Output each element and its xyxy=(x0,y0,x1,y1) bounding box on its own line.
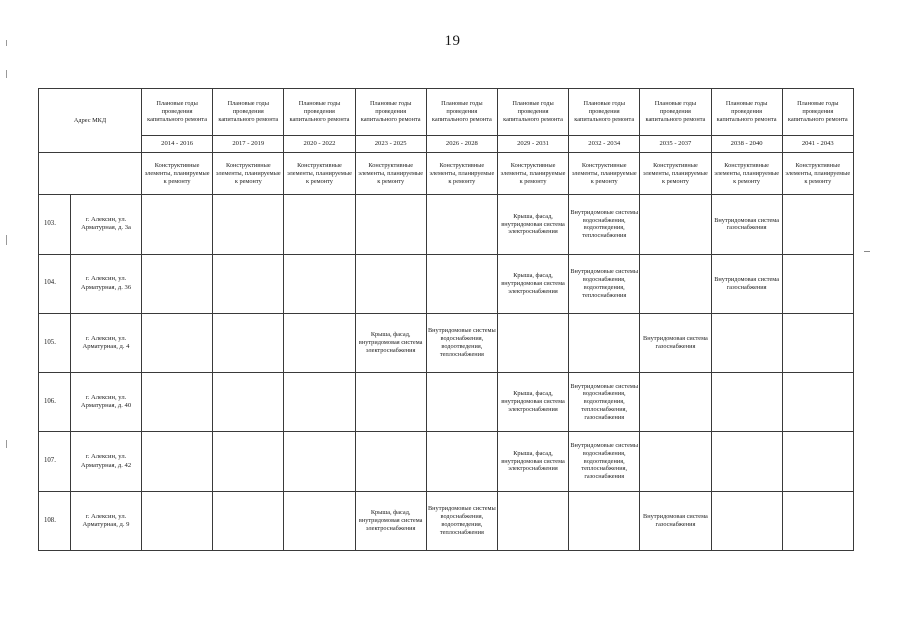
empty-cell xyxy=(497,491,568,550)
page-number: 19 xyxy=(444,33,461,49)
plan-years-header: Плановые годы проведения капитального ремонта xyxy=(213,89,284,136)
plan-years-header: Плановые годы проведения капитального ремонта xyxy=(711,89,782,136)
scan-margin-mark xyxy=(6,70,7,78)
period-cell: 2029 - 2031 xyxy=(497,136,568,153)
empty-cell xyxy=(782,432,853,491)
repair-works-cell: Внутридомовые системы водоснабжения, водоотведения, теплоснабжения xyxy=(569,195,640,254)
empty-cell xyxy=(355,195,426,254)
scan-margin-mark xyxy=(6,235,7,245)
repair-works-cell: Внутридомовая система газоснабжения xyxy=(640,491,711,550)
empty-cell xyxy=(497,313,568,372)
period-cell: 2020 - 2022 xyxy=(284,136,355,153)
header-row-plan-years xyxy=(39,89,854,136)
repair-works-cell: Внутридомовые системы водоснабжения, водоотведения, теплоснабжения, газоснабжения xyxy=(569,373,640,432)
empty-cell xyxy=(355,432,426,491)
capital-repair-plan-table xyxy=(38,88,854,551)
plan-years-header: Плановые годы проведения капитального ремонта xyxy=(497,89,568,136)
plan-years-header: Плановые годы проведения капитального ремонта xyxy=(284,89,355,136)
row-number: 104. xyxy=(39,254,71,313)
empty-cell xyxy=(711,313,782,372)
row-address: г. Алексин, ул. Арматурная, д. 4 xyxy=(71,313,142,372)
empty-cell xyxy=(213,313,284,372)
empty-cell xyxy=(142,313,213,372)
plan-years-header: Плановые годы проведения капитального ремонта xyxy=(782,89,853,136)
empty-cell xyxy=(782,373,853,432)
elements-header: Конструктивные элементы, планируемые к ремонту xyxy=(569,153,640,195)
row-address: г. Алексин, ул. Арматурная, д. 42 xyxy=(71,432,142,491)
scan-margin-mark xyxy=(6,440,7,448)
plan-years-header: Плановые годы проведения капитального ремонта xyxy=(142,89,213,136)
table-row xyxy=(39,373,854,432)
scan-dot xyxy=(864,251,870,252)
elements-header: Конструктивные элементы, планируемые к ремонту xyxy=(213,153,284,195)
table-row xyxy=(39,432,854,491)
row-number: 107. xyxy=(39,432,71,491)
empty-cell xyxy=(711,373,782,432)
empty-cell xyxy=(142,432,213,491)
empty-cell xyxy=(782,491,853,550)
repair-works-cell: Крыша, фасад, внутридомовая система электроснабжения xyxy=(355,491,426,550)
row-number: 106. xyxy=(39,373,71,432)
row-address: г. Алексин, ул. Арматурная, д. 40 xyxy=(71,373,142,432)
repair-works-cell: Внутридомовая система газоснабжения xyxy=(640,313,711,372)
empty-cell xyxy=(711,432,782,491)
repair-works-cell: Внутридомовые системы водоснабжения, водоотведения, теплоснабжения xyxy=(569,254,640,313)
empty-cell xyxy=(640,432,711,491)
empty-cell xyxy=(355,373,426,432)
repair-works-cell: Внутридомовые системы водоснабжения, водоотведения, теплоснабжения xyxy=(426,313,497,372)
plan-years-header: Плановые годы проведения капитального ремонта xyxy=(355,89,426,136)
repair-works-cell: Крыша, фасад, внутридомовая система электроснабжения xyxy=(497,195,568,254)
table-row xyxy=(39,195,854,254)
empty-cell xyxy=(355,254,426,313)
scan-margin-mark xyxy=(6,40,7,46)
plan-years-header: Плановые годы проведения капитального ремонта xyxy=(426,89,497,136)
empty-cell xyxy=(782,313,853,372)
period-cell: 2026 - 2028 xyxy=(426,136,497,153)
empty-cell xyxy=(426,373,497,432)
elements-header: Конструктивные элементы, планируемые к ремонту xyxy=(355,153,426,195)
empty-cell xyxy=(284,373,355,432)
empty-cell xyxy=(569,491,640,550)
empty-cell xyxy=(640,195,711,254)
empty-cell xyxy=(782,254,853,313)
period-cell: 2014 - 2016 xyxy=(142,136,213,153)
row-number: 108. xyxy=(39,491,71,550)
table-row xyxy=(39,491,854,550)
table-row xyxy=(39,254,854,313)
empty-cell xyxy=(640,373,711,432)
empty-cell xyxy=(213,254,284,313)
empty-cell xyxy=(213,432,284,491)
row-address: г. Алексин, ул. Арматурная, д. 36 xyxy=(71,254,142,313)
empty-cell xyxy=(213,491,284,550)
period-cell: 2023 - 2025 xyxy=(355,136,426,153)
elements-header: Конструктивные элементы, планируемые к ремонту xyxy=(782,153,853,195)
address-header: Адрес МКД xyxy=(39,89,142,153)
repair-works-cell: Внутридомовые системы водоснабжения, водоотведения, теплоснабжения, газоснабжения xyxy=(569,432,640,491)
empty-cell xyxy=(142,373,213,432)
period-cell: 2041 - 2043 xyxy=(782,136,853,153)
elements-header: Конструктивные элементы, планируемые к ремонту xyxy=(142,153,213,195)
empty-cell xyxy=(142,254,213,313)
elements-header: Конструктивные элементы, планируемые к ремонту xyxy=(711,153,782,195)
empty-cell xyxy=(569,313,640,372)
empty-cell xyxy=(711,491,782,550)
period-cell: 2035 - 2037 xyxy=(640,136,711,153)
empty-cell xyxy=(284,491,355,550)
elements-header: Конструктивные элементы, планируемые к ремонту xyxy=(497,153,568,195)
empty-cell xyxy=(284,254,355,313)
row-address: г. Алексин, ул. Арматурная, д. 3а xyxy=(71,195,142,254)
plan-years-header: Плановые годы проведения капитального ремонта xyxy=(569,89,640,136)
empty-cell xyxy=(426,195,497,254)
period-cell: 2038 - 2040 xyxy=(711,136,782,153)
repair-works-cell: Внутридомовая система газоснабжения xyxy=(711,254,782,313)
table-row xyxy=(39,313,854,372)
empty-cell xyxy=(426,432,497,491)
empty-cell xyxy=(213,195,284,254)
empty-cell xyxy=(284,432,355,491)
empty-cell xyxy=(284,195,355,254)
row-number: 103. xyxy=(39,195,71,254)
empty-cell xyxy=(284,313,355,372)
repair-works-cell: Крыша, фасад, внутридомовая система электроснабжения xyxy=(355,313,426,372)
elements-header: Конструктивные элементы, планируемые к ремонту xyxy=(640,153,711,195)
repair-works-cell: Крыша, фасад, внутридомовая система электроснабжения xyxy=(497,432,568,491)
empty-cell xyxy=(142,491,213,550)
elements-header: Конструктивные элементы, планируемые к ремонту xyxy=(284,153,355,195)
empty-cell xyxy=(142,195,213,254)
empty-cell xyxy=(213,373,284,432)
header-row-periods xyxy=(39,136,854,153)
repair-works-cell: Крыша, фасад, внутридомовая система электроснабжения xyxy=(497,254,568,313)
plan-years-header: Плановые годы проведения капитального ремонта xyxy=(640,89,711,136)
address-header-blank xyxy=(39,153,142,195)
empty-cell xyxy=(640,254,711,313)
repair-works-cell: Внутридомовая система газоснабжения xyxy=(711,195,782,254)
header-row-elements xyxy=(39,153,854,195)
elements-header: Конструктивные элементы, планируемые к ремонту xyxy=(426,153,497,195)
period-cell: 2017 - 2019 xyxy=(213,136,284,153)
empty-cell xyxy=(782,195,853,254)
period-cell: 2032 - 2034 xyxy=(569,136,640,153)
row-address: г. Алексин, ул. Арматурная, д. 9 xyxy=(71,491,142,550)
repair-works-cell: Внутридомовые системы водоснабжения, водоотведения, теплоснабжения xyxy=(426,491,497,550)
empty-cell xyxy=(426,254,497,313)
row-number: 105. xyxy=(39,313,71,372)
repair-works-cell: Крыша, фасад, внутридомовая система электроснабжения xyxy=(497,373,568,432)
